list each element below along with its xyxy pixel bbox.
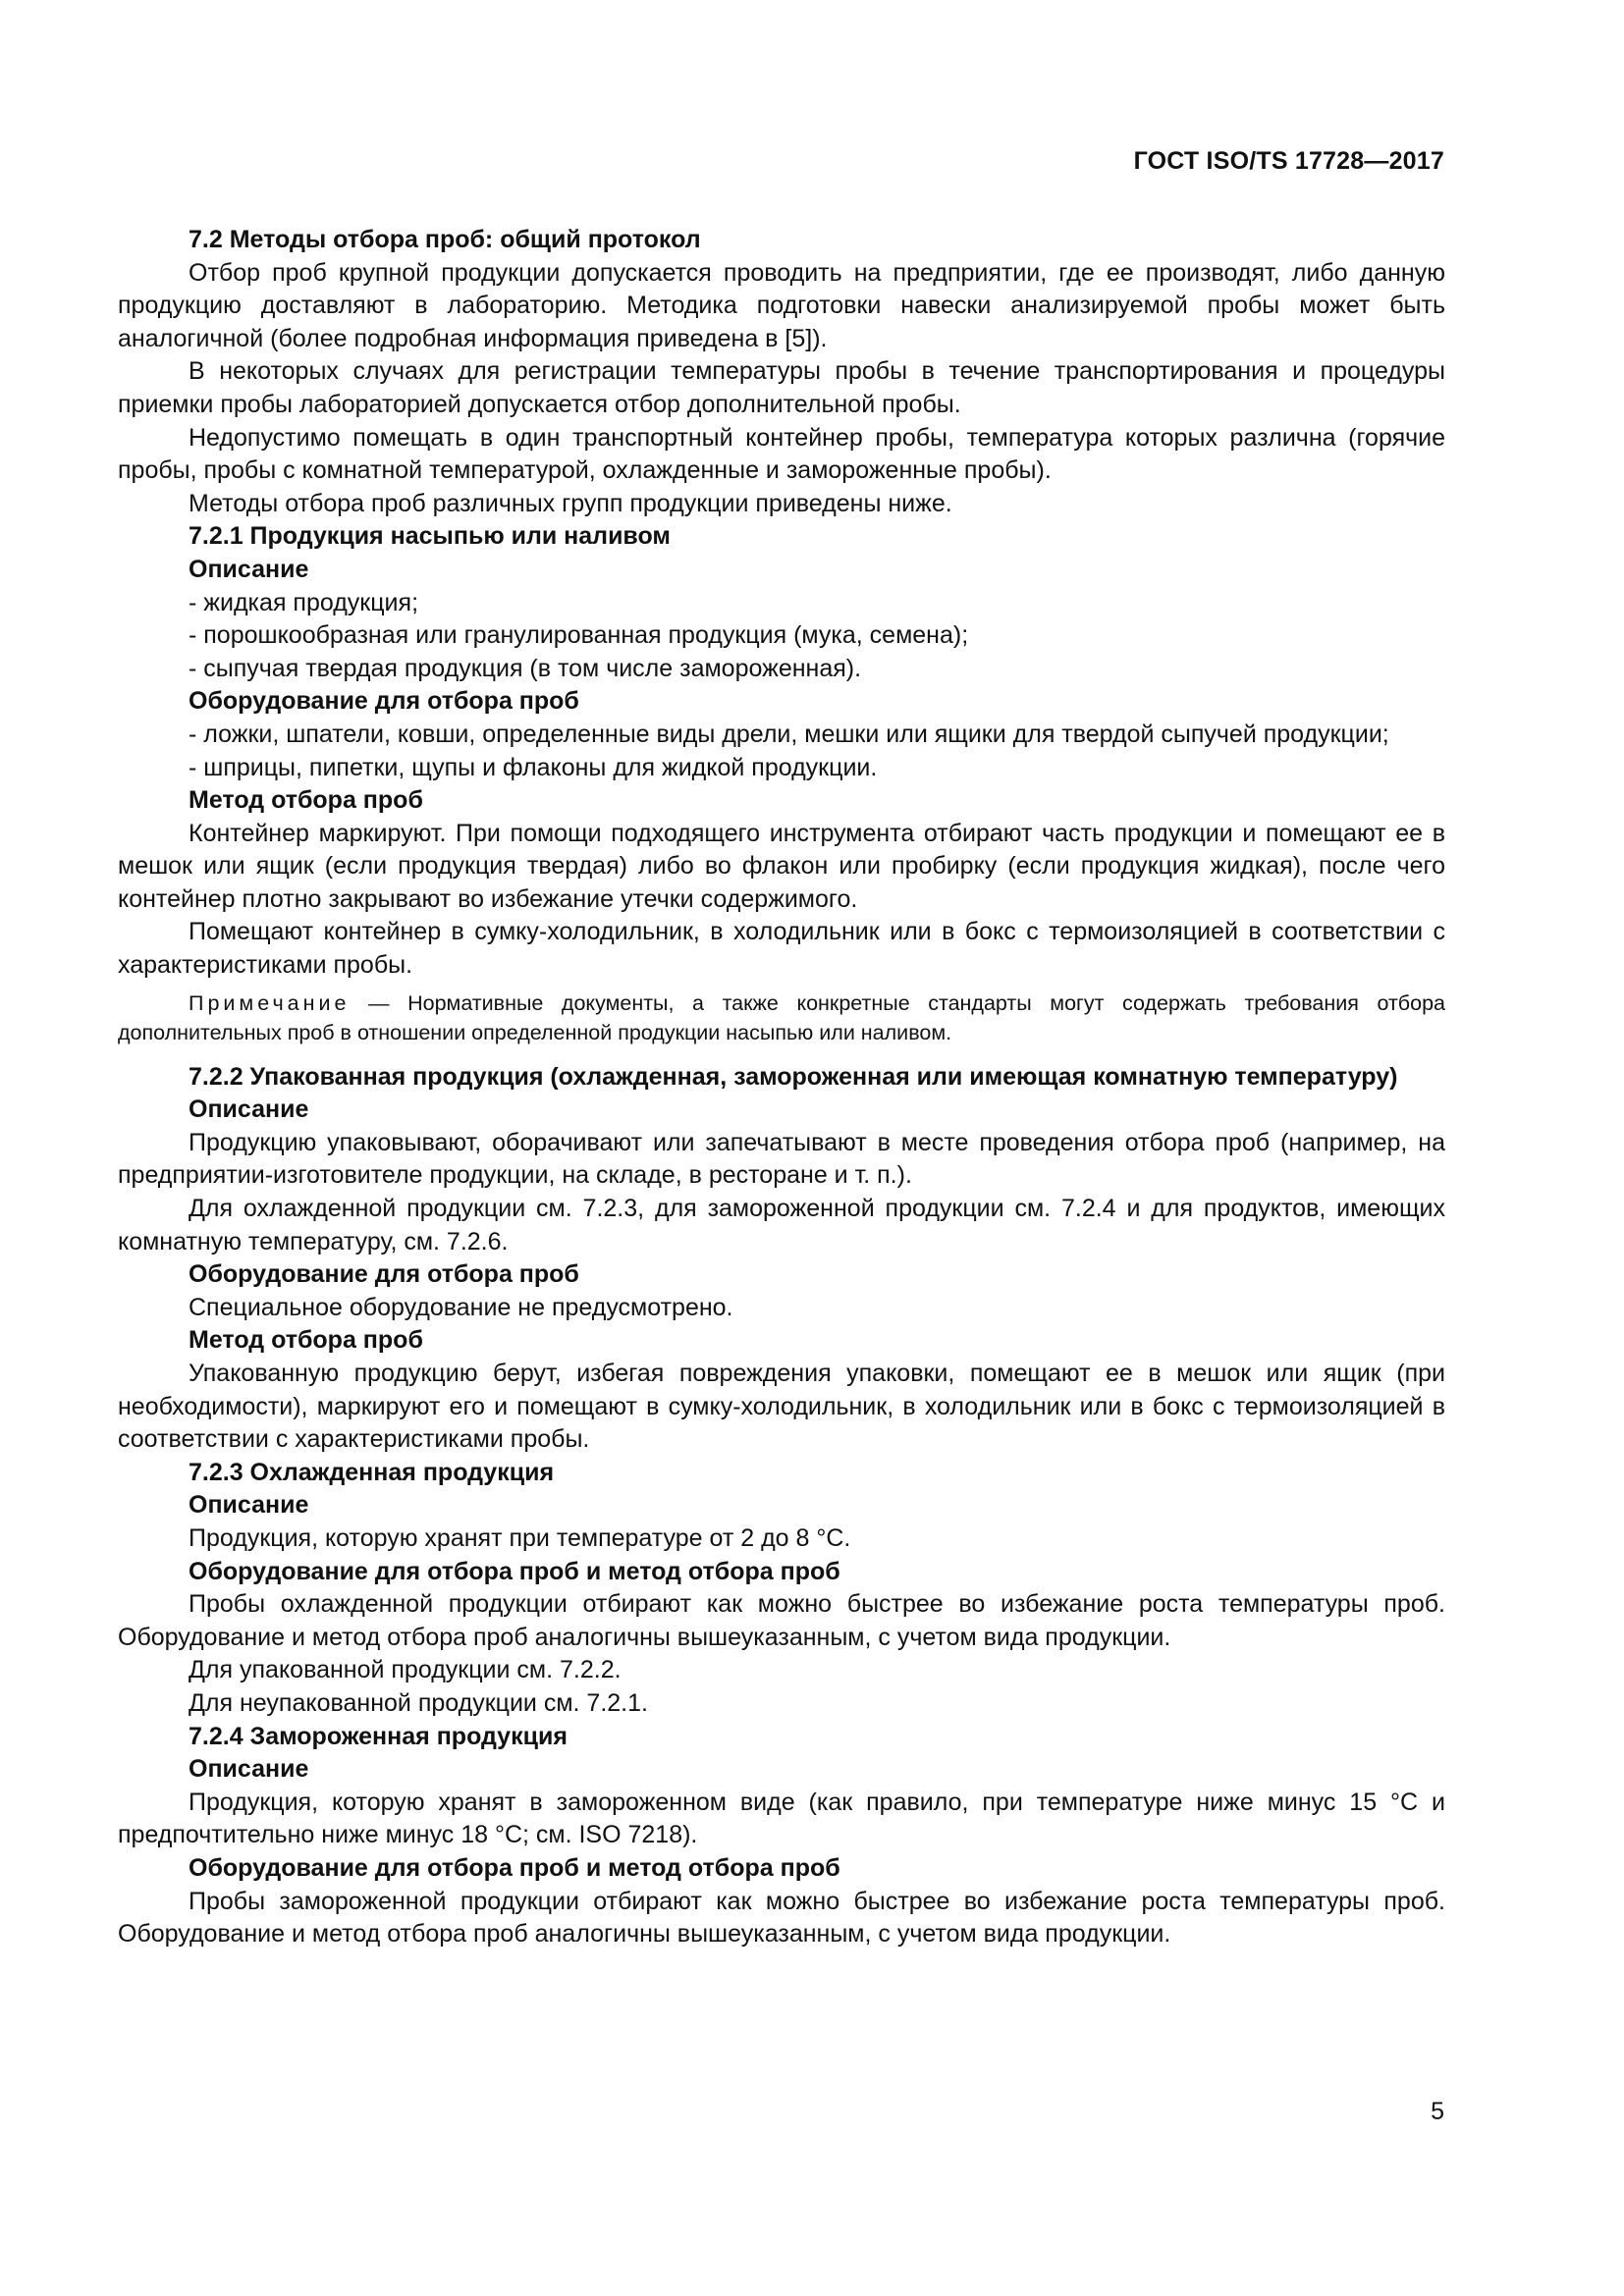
section-heading: 7.2 Методы отбора проб: общий протокол — [189, 226, 701, 253]
body-paragraph: Продукция, которую хранят в замороженном виде (как правило, при температуре ниже минус 15 °С и предпочтительно ниже минус 18 °С; см. ISO 7218). — [118, 1788, 1445, 1849]
body-paragraph: Недопустимо помещать в один транспортный контейнер пробы, температура которых различна (горячие пробы, пробы с комнатной температурой, охлажденные и замороженные пробы). — [118, 423, 1445, 485]
section-heading: Оборудование для отбора проб — [189, 1260, 579, 1289]
body-paragraph: В некоторых случаях для регистрации температуры пробы в течение транспортирования и процедуры приемки пробы лабораторией допускается отбор дополнительной пробы. — [118, 357, 1445, 418]
section-heading: Описание — [189, 1095, 309, 1124]
section-heading: Описание — [189, 1491, 309, 1520]
body-paragraph: Пробы замороженной продукции отбирают как можно быстрее во избежание роста температуры проб. Оборудование и метод отбора проб аналогичны вышеуказанным, с учетом вида продукции. — [118, 1887, 1445, 1949]
document-body — [118, 224, 1445, 1951]
body-paragraph: Упакованную продукцию берут, избегая повреждения упаковки, помещают ее в мешок или ящик (при необходимости), маркируют его и помещают в сумку-холодильник, в холодильник или в бокс с термоизоляцией в соответствии с характеристиками пробы. — [118, 1360, 1445, 1454]
body-paragraph: Продукция, которую хранят при температуре от 2 до 8 °С. — [189, 1523, 851, 1552]
section-heading: Оборудование для отбора проб — [189, 687, 579, 716]
note-text: — Нормативные документы, а также конкретные стандарты могут содержать требования отбора дополнительных проб в отношении определенной продукции насыпью или наливом. — [118, 990, 1445, 1044]
section-heading: 7.2.1 Продукция насыпью или наливом — [189, 522, 671, 551]
section-heading: Метод отбора проб — [189, 1326, 423, 1355]
section-heading: Оборудование для отбора проб и метод отбора проб — [189, 1557, 840, 1585]
section-heading: Описание — [189, 555, 309, 583]
body-paragraph: - сыпучая твердая продукция (в том числе замороженная). — [189, 654, 862, 682]
note-paragraph — [118, 988, 1445, 1047]
body-paragraph: Контейнер маркируют. При помощи подходящего инструмента отбирают часть продукции и помещают ее в мешок или ящик (если продукция твердая) либо во флакон или пробирку (если продукция жидкая), после чего контейнер плотно закрывают во избежание утечки содержимого. — [118, 819, 1445, 913]
section-heading: Оборудование для отбора проб и метод отбора проб — [189, 1853, 840, 1882]
body-paragraph: Продукцию упаковывают, оборачивают или запечатывают в месте проведения отбора проб (например, на предприятии-изготовителе продукции, на складе, в ресторане и т. п.). — [118, 1128, 1445, 1190]
note-label: Примечание — [189, 990, 351, 1015]
section-heading: Описание — [189, 1755, 309, 1784]
body-paragraph: Помещают контейнер в сумку-холодильник, в холодильник или в бокс с термоизоляцией в соответствии с характеристиками пробы. — [118, 918, 1445, 980]
body-paragraph: Отбор проб крупной продукции допускается проводить на предприятии, где ее производят, либо данную продукцию доставляют в лабораторию. Методика подготовки навески анализируемой пробы может быть аналогичной (более подробная информация приведена в [5]). — [118, 258, 1445, 352]
body-paragraph: Пробы охлажденной продукции отбирают как можно быстрее во избежание роста температуры проб. Оборудование и метод отбора проб аналогичны вышеуказанным, с учетом вида продукции. — [118, 1590, 1445, 1651]
body-paragraph: Методы отбора проб различных групп продукции приведены ниже. — [189, 489, 952, 517]
body-paragraph: Для неупакованной продукции см. 7.2.1. — [189, 1688, 648, 1717]
section-heading: 7.2.4 Замороженная продукция — [189, 1722, 568, 1750]
body-paragraph: - порошкообразная или гранулированная продукция (мука, семена); — [189, 621, 969, 650]
page-number: 5 — [1431, 2098, 1444, 2125]
section-heading: 7.2.3 Охлажденная продукция — [189, 1458, 555, 1486]
section-heading: Метод отбора проб — [189, 786, 423, 815]
document-header: ГОСТ ISO/TS 17728—2017 — [1133, 147, 1444, 175]
body-paragraph: Для охлажденной продукции см. 7.2.3, для замороженной продукции см. 7.2.4 и для продуктов, имеющих комнатную температуру, см. 7.2.6. — [118, 1195, 1445, 1255]
body-paragraph: - жидкая продукция; — [189, 588, 419, 616]
body-paragraph: - ложки, шпатели, ковши, определенные виды дрели, мешки или ящики для твердой сыпучей продукции; — [189, 720, 1389, 748]
body-paragraph: Для упакованной продукции см. 7.2.2. — [189, 1656, 622, 1684]
body-paragraph: Специальное оборудование не предусмотрено. — [189, 1293, 733, 1321]
section-heading: 7.2.2 Упакованная продукция (охлажденная, замороженная или имеющая комнатную температуру) — [189, 1062, 1398, 1091]
body-paragraph: - шприцы, пипетки, щупы и флаконы для жидкой продукции. — [189, 753, 878, 781]
